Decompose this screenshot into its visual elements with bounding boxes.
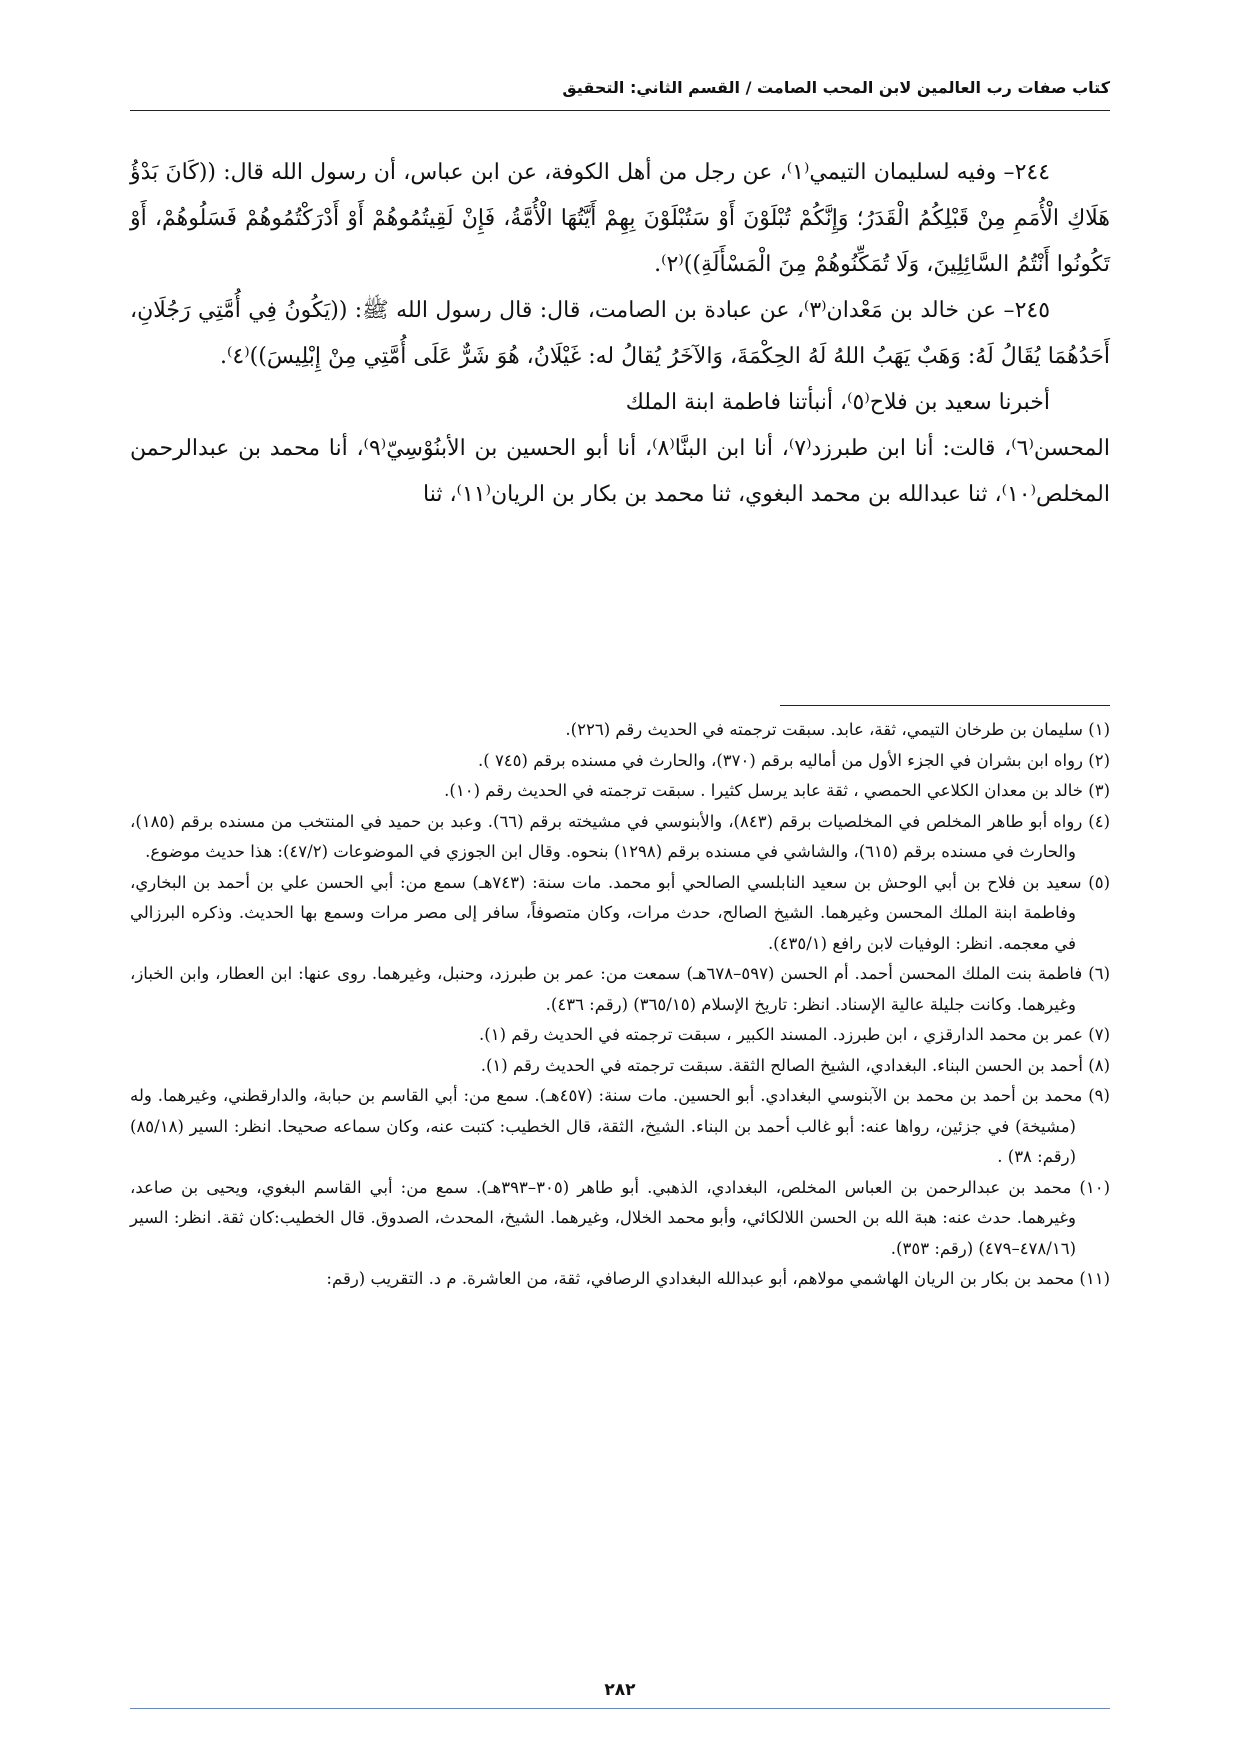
footnotes [130,715,1110,1295]
footer-divider [130,1708,1110,1709]
page-number [0,1680,1240,1700]
running-header: كتاب صفات رب العالمين لابن المحب الصامت / القسم الثاني: التحقيق [562,78,1110,97]
footnote-divider [780,705,1110,706]
footnote-10: (١٠) محمد بن عبدالرحمن بن العباس المخلص، البغدادي، الذهبي. أبو طاهر (٣٠٥–٣٩٣هـ). سمع من: أبي القاسم البغوي، ويحيى بن صاعد، وغيرهما. حدث عنه: هبة الله بن الحسن اللالكائي، وأبو محمد الخلال، وغيرهما. الشيخ، المحدث، الصدوق. قال الخطيب:كان ثقة. انظر: السير (٤٧٨/١٦–٤٧٩) (رقم: ٣٥٣). [130,1177,1111,1258]
footnote-6: (٦) فاطمة بنت الملك المحسن أحمد. أم الحسن (٥٩٧–٦٧٨هـ) سمعت من: عمر بن طبرزد، وحنبل، وغيرهما. روى عنها: ابن العطار، وابن الخباز، وغيرهما. وكانت جليلة عالية الإسناد. انظر: تاريخ الإسلام (٣٦٥/١٥) (رقم: ٤٣٦). [130,964,1110,1014]
hadith-245: ٢٤٥– عن خالد بن مَعْدان⁽٣⁾، عن عبادة بن الصامت، قال: قال رسول الله ﷺ: ((يَكُونُ فِي أُمَّتِي رَجُلَانِ، أَحَدُهُمَا يُقَالُ لَهُ: وَهَبٌ يَهَبُ اللهُ لَهُ الحِكْمَةَ، وَالآخَرُ يُقالُ له: غَيْلَانُ، هُوَ شَرٌّ عَلَى أُمَّتِي مِنْ إِبْلِيسَ))⁽٤⁾. [130,298,1110,369]
footnote-4: (٤) رواه أبو طاهر المخلص في المخلصيات برقم (٨٤٣)، والأبنوسي في مشيخته برقم (٦٦). وعبد بن حميد في المنتخب من مسنده برقم (١٨٥)، والحارث في مسنده برقم (٦١٥)، والشاشي في مسنده برقم (١٢٩٨) بنحوه. وقال ابن الجوزي في الموضوعات (٤٧/٢): هذا حديث موضوع. [130,811,1110,861]
main-text [130,150,1110,518]
footnote-5: (٥) سعيد بن فلاح بن أبي الوحش بن سعيد النابلسي الصالحي أبو محمد. مات سنة: (٧٤٣هـ) سمع من: أبي الحسن علي بن أحمد بن البخاري، وفاطمة ابنة الملك المحسن وغيرهما. الشيخ الصالح، حدث مرات، وكان متصوفاً، سافر إلى مصر مرات وسمع بها الحديث. وذكره البرزالي في معجمه. انظر: الوفيات لابن رافع (٤٣٥/١). [130,872,1110,953]
footnote-11: (١١) محمد بن بكار بن الريان الهاشمي مولاهم، أبو عبدالله البغدادي الرصافي، ثقة، من العاشرة. م د. التقريب (رقم: [326,1269,1110,1288]
footnote-1: (١) سليمان بن طرخان التيمي، ثقة، عابد. سبقت ترجمته في الحديث رقم (٢٢٦). [565,720,1110,739]
isnad-intro: أخبرنا سعيد بن فلاح⁽٥⁾، أنبأتنا فاطمة ابنة الملك [625,390,1050,415]
footnote-9: (٩) محمد بن أحمد بن محمد بن الآبنوسي البغدادي. أبو الحسين. مات سنة: (٤٥٧هـ). سمع من: أبي القاسم بن حبابة، والدارقطني، وغيرهما. وله (مشيخة) في جزئين، رواها عنه: أبو غالب أحمد بن البناء. الشيخ، الثقة، قال الخطيب: كتبت عنه، وكان سماعه صحيحا. انظر: السير (٨٥/١٨) (رقم: ٣٨) . [130,1086,1110,1166]
header-divider [130,110,1110,111]
page-number-label: ٢٨٢ [594,1680,645,1700]
footnote-7: (٧) عمر بن محمد الدارقزي ، ابن طبرزد. المسند الكبير ، سبقت ترجمته في الحديث رقم (١). [479,1025,1110,1044]
footnote-2: (٢) رواه ابن بشران في الجزء الأول من أماليه برقم (٣٧٠)، والحارث في مسنده برقم (٧٤٥ ). [478,750,1110,770]
footnote-3: (٣) خالد بن معدان الكلاعي الحمصي ، ثقة عابد يرسل كثيرا . سبقت ترجمته في الحديث رقم (١٠). [444,781,1110,800]
footnote-8: (٨) أحمد بن الحسن البناء. البغدادي، الشيخ الصالح الثقة. سبقت ترجمته في الحديث رقم (١). [480,1055,1110,1075]
hadith-244: ٢٤٤– وفيه لسليمان التيمي⁽١⁾، عن رجل من أهل الكوفة، عن ابن عباس، أن رسول الله قال: ((كَانَ بَدْؤُ هَلَاكِ الْأُمَمِ مِنْ قَبْلِكُمُ الْقَدَرُ؛ وَإِنَّكُمْ تُبْلَوْنَ أَوْ سَتُبْلَوْنَ بِهِمْ أَيَّتُهَا الْأُمَّةُ، فَإِنْ لَقِيتُمُوهُمْ أَوْ أَدْرَكْتُمُوهُمْ فَسَلُوهُمْ، أَوْ تَكُونُوا أَنْتُمُ السَّائِلِينَ، وَلَا تُمَكِّنُوهُمْ مِنَ الْمَسْأَلَةِ))⁽٢⁾. [130,160,1110,277]
isnad-chain: المحسن⁽٦⁾، قالت: أنا ابن طبرزد⁽٧⁾، أنا ابن البنَّا⁽٨⁾، أنا أبو الحسين بن الأبنُوْسِيّ⁽٩⁾، أنا محمد بن عبدالرحمن المخلص⁽١٠⁾، ثنا عبدالله بن محمد البغوي، ثنا محمد بن بكار بن الريان⁽١١⁾، ثنا [130,436,1110,507]
